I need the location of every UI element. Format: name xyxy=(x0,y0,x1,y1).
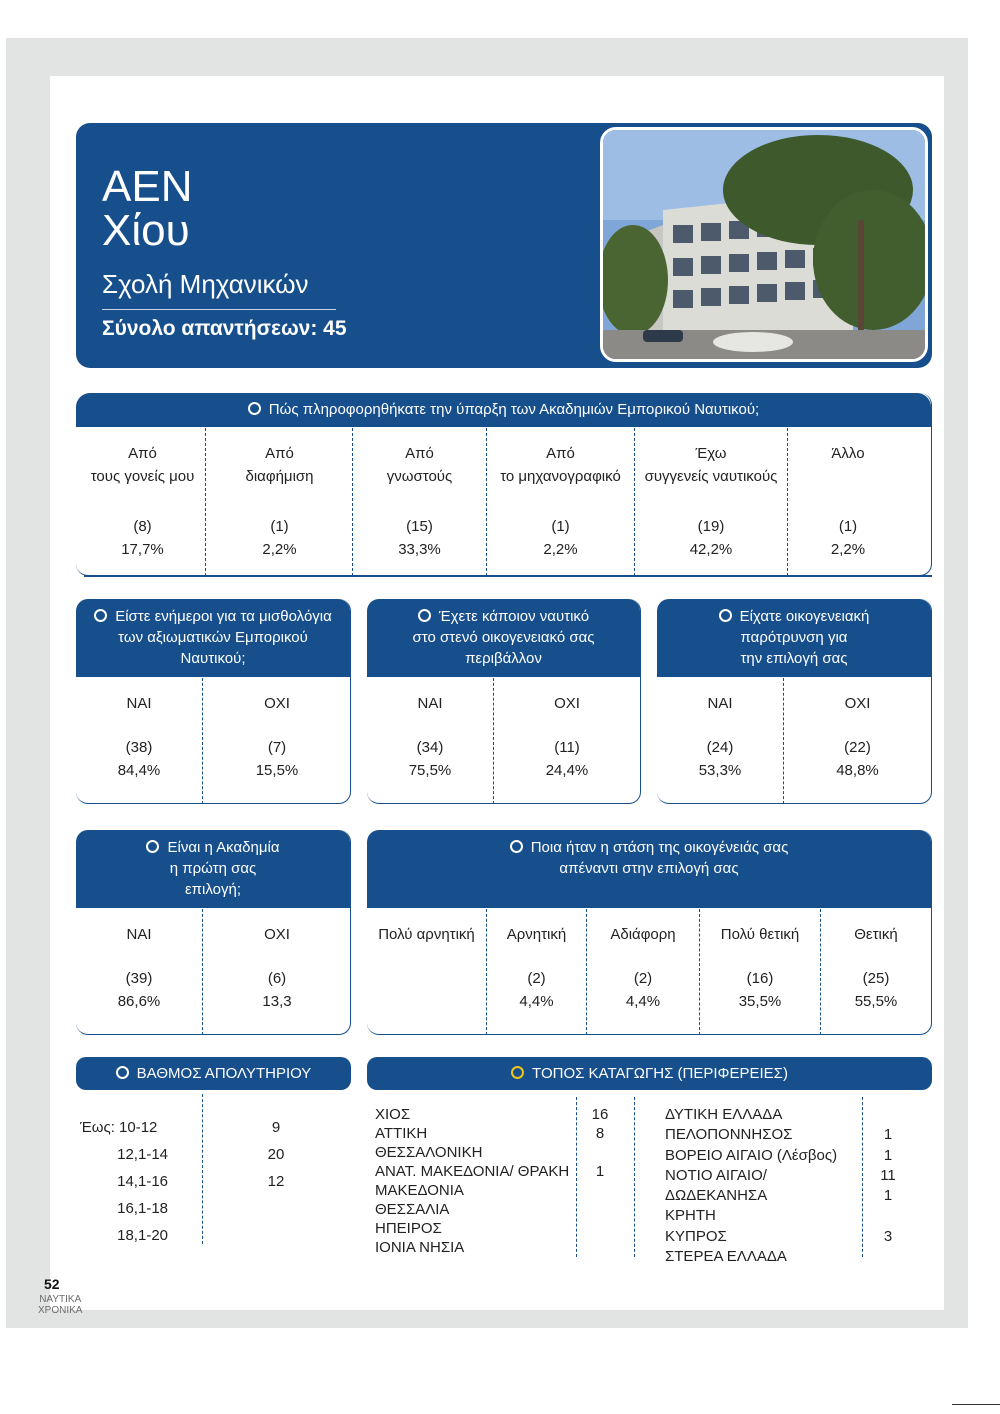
region-count xyxy=(586,1238,614,1257)
q1-option-advert xyxy=(207,442,352,561)
grade-count xyxy=(240,1222,312,1249)
q1-option-application-form xyxy=(487,442,634,561)
q4-yes-label: ΝΑΙ xyxy=(707,695,733,712)
magazine-name-line-1: ΝΑΥΤΙΚΑ xyxy=(39,1294,82,1305)
q1-option-pct: 2,2% xyxy=(830,541,866,558)
q2-yes-column xyxy=(76,692,202,782)
q6-option-count: (2) xyxy=(527,970,546,987)
q6-option-pct: 55,5% xyxy=(854,993,898,1010)
q4-no-column xyxy=(784,692,931,782)
region-count: 1 xyxy=(883,1146,893,1164)
region-name: ΠΕΛΟΠΟΝΝΗΣΟΣ xyxy=(665,1126,793,1144)
q1-option-count: (1) xyxy=(270,518,289,535)
origin-title-text: ΤΟΠΟΣ ΚΑΤΑΓΩΓΗΣ (ΠΕΡΙΦΕΡΕΙΕΣ) xyxy=(532,1065,788,1082)
q4-question-line-1: Είχατε οικογενειακή xyxy=(739,608,870,625)
region-name: ΚΡΗΤΗ xyxy=(665,1207,716,1225)
q5-no-column xyxy=(203,923,351,1013)
q2-question-line-3: Ναυτικού; xyxy=(180,650,246,667)
q5-question-line-1: Είναι η Ακαδημία xyxy=(167,839,280,856)
bullet-circle-icon xyxy=(94,609,107,622)
region-count: 1 xyxy=(883,1126,893,1144)
q5-yes-pct: 86,6% xyxy=(117,993,161,1010)
q3-question-line-1: Έχετε κάποιον ναυτικό xyxy=(438,608,590,625)
q3-no-label: ΟΧΙ xyxy=(554,695,580,712)
q1-question xyxy=(76,393,931,427)
building-photo xyxy=(600,127,928,362)
grades-ranges xyxy=(80,1114,198,1249)
region-count xyxy=(586,1181,614,1200)
q5-question xyxy=(76,830,350,908)
q6-question-line-1: Ποια ήταν η στάση της οικογένειάς σας xyxy=(530,839,789,856)
q6-option-count: (16) xyxy=(746,970,774,987)
bullet-circle-icon xyxy=(116,1066,129,1079)
q3-no-pct: 24,4% xyxy=(545,762,589,779)
q1-option-relatives xyxy=(635,442,787,561)
grade-range: 12,1-14 xyxy=(117,1146,168,1163)
scan-border-top xyxy=(6,38,968,76)
region-count: 11 xyxy=(880,1166,896,1184)
header-banner xyxy=(76,123,932,368)
q1-option-count: (8) xyxy=(133,518,152,535)
grades-divider xyxy=(202,1094,203,1244)
q3-yes-count: (34) xyxy=(416,739,444,756)
grade-count xyxy=(240,1195,312,1222)
q1-option-pct: 2,2% xyxy=(543,541,578,558)
q3-question-line-3: περιβάλλον xyxy=(465,650,542,667)
footer-rule xyxy=(952,1404,1000,1405)
q2-yes-pct: 84,4% xyxy=(117,762,161,779)
bullet-circle-icon xyxy=(511,1066,524,1079)
origin-right-names xyxy=(665,1105,860,1267)
q1-option-acquaintances xyxy=(353,442,486,561)
title-line-2: Χίου xyxy=(102,206,190,255)
q1-option-label: Από xyxy=(546,445,575,462)
grade-count: 20 xyxy=(267,1146,285,1163)
region-name: ΘΕΣΣΑΛΙΑ xyxy=(375,1201,450,1218)
region-count xyxy=(872,1206,904,1226)
q5-yes-column xyxy=(76,923,202,1013)
q2-no-pct: 15,5% xyxy=(255,762,299,779)
q1-option-label: Από xyxy=(265,445,294,462)
region-name: ΧΙΟΣ xyxy=(375,1106,411,1123)
q1-option-pct: 33,3% xyxy=(398,541,441,558)
q6-option-label: Πολύ θετική xyxy=(720,926,800,943)
q1-option-count: (1) xyxy=(551,518,570,535)
magazine-name-line-2: ΧΡΟΝΙΚΑ xyxy=(38,1305,83,1316)
grade-range: 16,1-18 xyxy=(117,1200,168,1217)
grade-range: Έως: 10-12 xyxy=(80,1119,158,1136)
q1-bottom-line xyxy=(84,575,932,577)
bullet-circle-icon xyxy=(510,840,523,853)
q1-option-count: (15) xyxy=(406,518,433,535)
region-name: ΣΤΕΡΕΑ ΕΛΛΑΔΑ xyxy=(665,1248,787,1266)
q1-option-label: το μηχανογραφικό xyxy=(500,468,621,485)
q1-option-count: (1) xyxy=(838,518,858,535)
q6-option-count: (2) xyxy=(633,970,653,987)
q1-divider-1 xyxy=(205,428,206,576)
page-subtitle: Σχολή Μηχανικών xyxy=(102,269,309,299)
origin-divider-3 xyxy=(862,1097,863,1257)
bullet-circle-icon xyxy=(719,609,732,622)
q6-option-label: Αρνητική xyxy=(506,926,567,943)
q4-yes-column xyxy=(657,692,783,782)
q5-yes-count: (39) xyxy=(125,970,153,987)
q6-option-negative xyxy=(487,923,586,1013)
region-name: ΚΥΠΡΟΣ xyxy=(665,1227,727,1245)
q6-option-pct: 35,5% xyxy=(738,993,782,1010)
region-name: ΒΟΡΕΙΟ ΑΙΓΑΙΟ (Λέσβος) xyxy=(665,1146,838,1164)
q1-question-text: Πώς πληροφορηθήκατε την ύπαρξη των Ακαδημιών Εμπορικού Ναυτικού; xyxy=(268,401,760,418)
region-name: ΘΕΣΣΑΛΟΝΙΚΗ xyxy=(375,1144,483,1161)
region-name: ΝΟΤΙΟ ΑΙΓΑΙΟ/ ΔΩΔΕΚΑΝΗΣΑ xyxy=(665,1166,768,1205)
q3-question-line-2: στο στενό οικογενειακό σας xyxy=(412,629,595,646)
q1-option-label: τους γονείς μου xyxy=(90,468,195,485)
q6-option-label: Θετική xyxy=(854,926,898,943)
q1-option-label: διαφήμιση xyxy=(245,468,314,485)
q6-option-label: Πολύ αρνητική xyxy=(378,926,475,943)
q6-option-very-positive xyxy=(700,923,820,1013)
q5-no-pct: 13,3 xyxy=(262,993,292,1010)
page-number: 52 xyxy=(44,1276,60,1292)
q4-yes-pct: 53,3% xyxy=(698,762,742,779)
origin-left-names xyxy=(375,1105,575,1257)
q4-question xyxy=(657,599,931,677)
q4-no-pct: 48,8% xyxy=(836,762,879,779)
region-count xyxy=(586,1219,614,1238)
grades-title-text: ΒΑΘΜΟΣ ΑΠΟΛΥΤΗΡΙΟΥ xyxy=(136,1065,312,1082)
region-name: ΑΤΤΙΚΗ xyxy=(375,1125,428,1142)
origin-right-values xyxy=(872,1105,904,1247)
q3-question xyxy=(367,599,640,677)
title-line-1: ΑΕΝ xyxy=(102,162,193,211)
q4-no-count: (22) xyxy=(844,739,871,756)
q2-question-line-2: των αξιωματικών Εμπορικού xyxy=(118,629,308,646)
page-title xyxy=(102,162,193,255)
q3-yes-pct: 75,5% xyxy=(408,762,452,779)
region-count xyxy=(872,1105,904,1125)
q1-option-label: συγγενείς ναυτικούς xyxy=(644,468,778,485)
q6-question-line-2: απέναντι στην επιλογή σας xyxy=(559,860,739,877)
q2-yes-label: ΝΑΙ xyxy=(126,695,152,712)
q2-yes-count: (38) xyxy=(125,739,153,756)
q4-question-line-2: παρότρυνση για xyxy=(740,629,848,646)
region-count xyxy=(586,1143,614,1162)
region-name: ΔΥΤΙΚΗ ΕΛΛΑΔΑ xyxy=(665,1106,783,1123)
bullet-circle-icon xyxy=(146,840,159,853)
q2-question-line-1: Είστε ενήμεροι για τα μισθολόγια xyxy=(115,608,332,625)
bullet-circle-icon xyxy=(418,609,431,622)
grades-values xyxy=(240,1114,312,1249)
q2-question xyxy=(76,599,350,677)
scan-border-left xyxy=(6,38,50,1328)
q6-option-pct: 4,4% xyxy=(625,993,661,1010)
grade-count: 9 xyxy=(271,1119,281,1136)
region-count: 8 xyxy=(595,1125,605,1142)
q1-option-label: Από xyxy=(405,445,434,462)
region-count: 1 xyxy=(883,1187,893,1205)
q4-no-label: ΟΧΙ xyxy=(844,695,871,712)
q5-question-line-2: η πρώτη σας xyxy=(169,860,257,877)
q6-question xyxy=(367,830,931,908)
q2-no-count: (7) xyxy=(267,739,287,756)
q1-option-pct: 17,7% xyxy=(121,541,164,558)
q1-option-label: Από xyxy=(128,445,157,462)
grade-range: 18,1-20 xyxy=(117,1227,168,1244)
q1-option-parents xyxy=(80,442,205,561)
region-count xyxy=(586,1200,614,1219)
q6-option-label: Αδιάφορη xyxy=(610,926,676,943)
q2-no-label: ΟΧΙ xyxy=(264,695,290,712)
grade-count: 12 xyxy=(267,1173,285,1190)
q3-no-count: (11) xyxy=(554,739,580,756)
q5-yes-label: ΝΑΙ xyxy=(126,926,152,943)
region-name: ΗΠΕΙΡΟΣ xyxy=(375,1220,442,1237)
origin-left-values xyxy=(586,1105,614,1257)
q6-option-pct: 4,4% xyxy=(519,993,554,1010)
scan-border-right xyxy=(944,38,968,1328)
q1-option-pct: 42,2% xyxy=(689,541,733,558)
q1-option-count: (19) xyxy=(697,518,725,535)
region-count: 3 xyxy=(883,1227,893,1245)
origin-title xyxy=(367,1057,932,1090)
grade-range: 14,1-16 xyxy=(117,1173,168,1190)
q4-yes-count: (24) xyxy=(706,739,734,756)
subtitle-divider xyxy=(102,309,336,310)
q4-question-line-3: την επιλογή σας xyxy=(740,650,848,667)
q1-option-label: Άλλο xyxy=(831,445,865,462)
region-name: ΜΑΚΕΔΟΝΙΑ xyxy=(375,1182,464,1199)
origin-divider-1 xyxy=(576,1097,577,1257)
region-name: ΙΟΝΙΑ ΝΗΣΙΑ xyxy=(375,1239,465,1256)
magazine-name xyxy=(38,1294,82,1316)
q1-option-pct: 2,2% xyxy=(262,541,297,558)
q3-yes-label: ΝΑΙ xyxy=(417,695,443,712)
q1-option-label: γνωστούς xyxy=(386,468,453,485)
q3-yes-column xyxy=(367,692,493,782)
q6-option-positive xyxy=(821,923,931,1013)
q5-question-line-3: επιλογή; xyxy=(185,881,241,898)
q2-no-column xyxy=(203,692,351,782)
q1-option-other xyxy=(788,442,908,561)
q5-no-label: ΟΧΙ xyxy=(264,926,290,943)
q6-option-count: (25) xyxy=(862,970,890,987)
total-responses: Σύνολο απαντήσεων: 45 xyxy=(102,317,347,340)
origin-divider-2 xyxy=(634,1097,635,1257)
bullet-circle-icon xyxy=(248,402,261,415)
grades-title xyxy=(76,1057,351,1090)
q5-no-count: (6) xyxy=(267,970,287,987)
q6-option-indifferent xyxy=(587,923,699,1013)
q3-no-column xyxy=(494,692,640,782)
region-count: 1 xyxy=(595,1163,605,1180)
scan-border-bottom xyxy=(6,1310,968,1328)
q1-option-label: Έχω xyxy=(695,445,727,462)
region-count: 16 xyxy=(591,1106,609,1123)
q6-option-very-negative xyxy=(367,923,486,967)
region-name: ΑΝΑΤ. ΜΑΚΕΔΟΝΙΑ/ ΘΡΑΚΗ xyxy=(375,1163,570,1180)
